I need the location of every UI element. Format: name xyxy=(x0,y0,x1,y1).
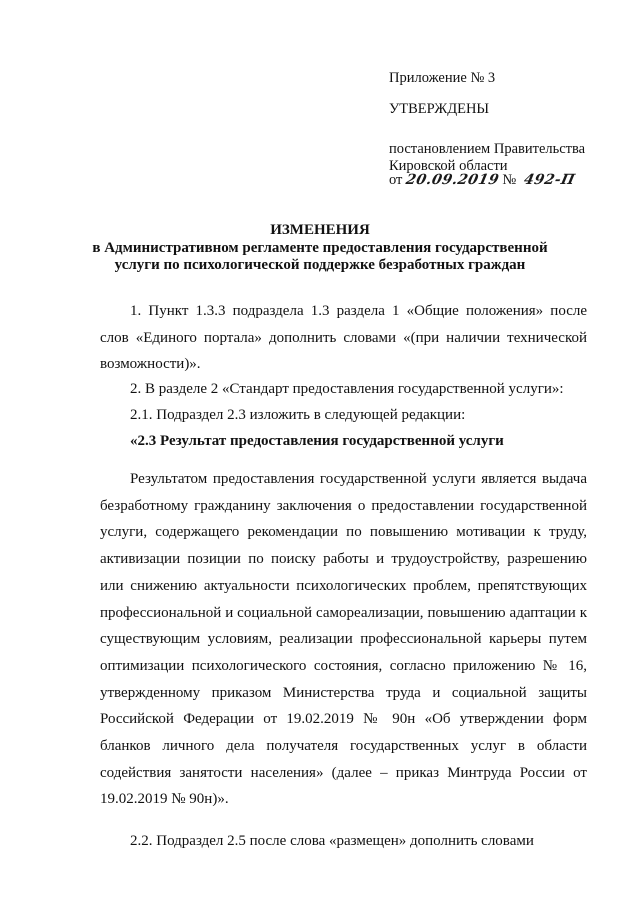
approved-label: УТВЕРЖДЕНЫ xyxy=(389,101,490,117)
paragraph-result: Результатом предоставления государственной услуги является выдача безработному гражданину заключения о предоставлении государственной услуги, содержащего рекомендации по повышению мотивации к труду, активизации позиции по поиску работы и трудоустройству, разрешению или снижению актуальности психологических проблем, препятствующих профессиональной и социальной самореализации, повышению адаптации к существующим условиям, реализации профессиональной карьеры путем оптимизации психологического состояния, согласно приложению № 16, утвержденному приказом Министерства труда и социальной защиты Российской Федерации от 19.02.2019 № 90н «Об утверждении форм бланков личного дела получателя государственных услуг в области содействия занятости населения» (далее – приказ Минтруда России от 19.02.2019 № 90н)». xyxy=(100,471,587,808)
paragraph-1: 1. Пункт 1.3.3 подраздела 1.3 раздела 1 «Общие положения» после слов «Единого портала» дополнить словами «(при наличии технической возможности)». xyxy=(100,303,587,373)
appendix-label: Приложение № 3 xyxy=(389,70,496,86)
document-title: ИЗМЕНЕНИЯ xyxy=(270,222,370,238)
document-subtitle-line-1: в Административном регламенте предоставления государственной xyxy=(92,240,548,256)
handwritten-number: 492-П xyxy=(522,172,577,188)
paragraph-2: 2. В разделе 2 «Стандарт предоставления государственной услуги»: xyxy=(130,381,564,397)
handwritten-date: 20.09.2019 xyxy=(404,172,501,188)
document-subtitle-line-2: услуги по психологической поддержке безработных граждан xyxy=(114,257,526,273)
decree-line-1: постановлением Правительства xyxy=(389,141,586,157)
paragraph-2-2: 2.2. Подраздел 2.5 после слова «размещен» дополнить словами xyxy=(130,833,534,849)
decree-date-line xyxy=(389,172,575,189)
decree-line-2: Кировской области xyxy=(389,158,508,174)
number-prefix: № xyxy=(502,172,517,188)
paragraph-2-1: 2.1. Подраздел 2.3 изложить в следующей редакции: xyxy=(130,407,466,423)
from-prefix: от xyxy=(389,172,403,188)
section-heading: «2.3 Результат предоставления государственной услуги xyxy=(130,433,504,449)
